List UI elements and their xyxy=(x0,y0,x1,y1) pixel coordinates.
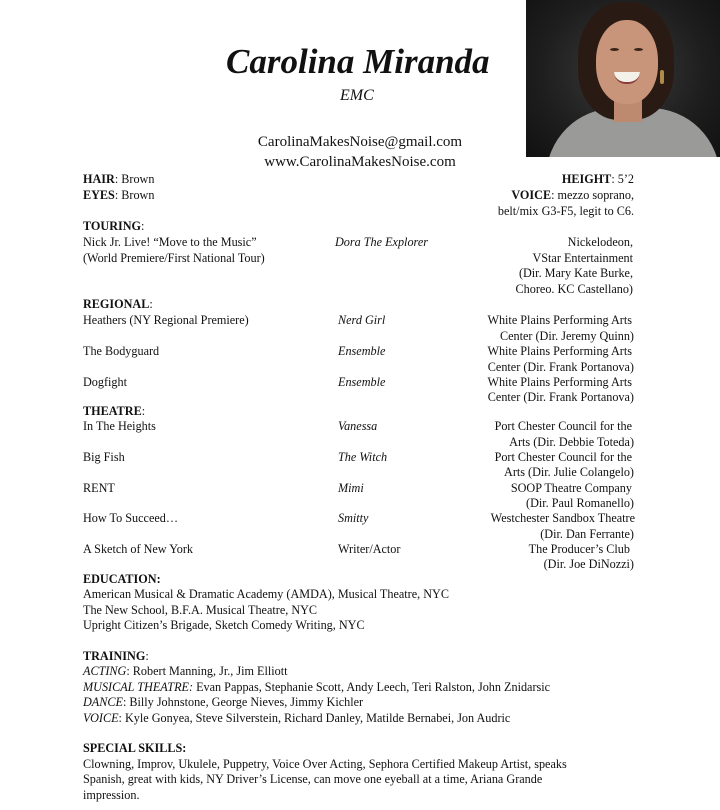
training-label: DANCE xyxy=(83,695,123,709)
training-label: ACTING xyxy=(83,664,127,678)
training-text: Robert Manning, Jr., Jim Elliott xyxy=(132,664,288,678)
photo-eye xyxy=(610,48,619,51)
credit-show: How To Succeed… xyxy=(83,511,179,525)
touring-heading-text: TOURING xyxy=(83,219,142,233)
training-text: Kyle Gonyea, Steve Silverstein, Richard Danley, Matilde Bernabei, Jon Audric xyxy=(124,711,511,725)
voice-range: belt/mix G3-F5, legit to C6. xyxy=(497,204,634,218)
hair-label: HAIR xyxy=(83,172,115,186)
training-sep: : xyxy=(126,664,133,678)
hair-value: : Brown xyxy=(114,172,155,186)
touring-show-note: (World Premiere/First National Tour) xyxy=(83,251,265,265)
credit-venue: Arts (Dir. Julie Colangelo) xyxy=(504,465,634,479)
credit-show: Dogfight xyxy=(83,375,128,389)
credit-venue: Port Chester Council for the xyxy=(494,450,632,464)
credit-venue: White Plains Performing Arts xyxy=(487,375,632,389)
theatre-heading-text: THEATRE xyxy=(83,404,142,418)
voice-value: : mezzo soprano, xyxy=(551,188,634,202)
touring-show: Nick Jr. Live! “Move to the Music” xyxy=(83,235,257,249)
union-affiliation: EMC xyxy=(340,87,374,104)
skills-line: impression. xyxy=(83,788,140,802)
training-line xyxy=(83,664,288,680)
credit-role: Nerd Girl xyxy=(338,313,386,327)
height-value: : 5’2 xyxy=(611,172,634,186)
credit-show: In The Heights xyxy=(83,419,156,433)
credit-venue: (Dir. Dan Ferrante) xyxy=(540,527,634,541)
credit-venue: Center (Dir. Frank Portanova) xyxy=(487,360,634,374)
contact-website[interactable]: www.CarolinaMakesNoise.com xyxy=(264,154,456,170)
credit-venue: White Plains Performing Arts xyxy=(487,344,632,358)
credit-show: Heathers (NY Regional Premiere) xyxy=(83,313,249,327)
skills-heading: SPECIAL SKILLS: xyxy=(83,741,187,755)
credit-show: Big Fish xyxy=(83,450,125,464)
skills-line: Clowning, Improv, Ukulele, Puppetry, Voice Over Acting, Sephora Certified Makeup Artist, speaks xyxy=(83,757,567,771)
eyes-label: EYES xyxy=(83,188,115,202)
training-heading: TRAINING: xyxy=(83,649,149,663)
touring-role: Dora The Explorer xyxy=(335,235,428,249)
training-sep: : xyxy=(118,711,125,725)
training-text: Billy Johnstone, George Nieves, Jimmy Kichler xyxy=(129,695,364,709)
training-sep: : xyxy=(122,695,130,709)
regional-heading-text: REGIONAL xyxy=(83,297,150,311)
credit-venue: Center (Dir. Jeremy Quinn) xyxy=(499,329,634,343)
regional-heading: REGIONAL: xyxy=(83,297,153,311)
credit-role: Ensemble xyxy=(338,375,386,389)
training-label: MUSICAL THEATRE: xyxy=(83,680,194,694)
training-line xyxy=(83,711,510,727)
education-line: American Musical & Dramatic Academy (AMDA), Musical Theatre, NYC xyxy=(83,587,449,601)
touring-venue: Nickelodeon, xyxy=(567,235,633,249)
touring-venue: Choreo. KC Castellano) xyxy=(515,282,633,296)
credit-role: The Witch xyxy=(338,450,388,464)
eyes-value: : Brown xyxy=(114,188,155,202)
credit-role: Mimi xyxy=(338,481,364,495)
photo-face xyxy=(596,20,658,104)
height-label: HEIGHT xyxy=(561,172,612,186)
credit-venue: SOOP Theatre Company xyxy=(510,481,632,495)
credit-show: A Sketch of New York xyxy=(83,542,194,556)
education-heading: EDUCATION: xyxy=(83,572,161,586)
credit-role: Vanessa xyxy=(338,419,378,433)
voice-stat xyxy=(511,188,634,204)
training-line xyxy=(83,695,363,711)
contact-email[interactable]: CarolinaMakesNoise@gmail.com xyxy=(257,134,463,150)
touring-venue: VStar Entertainment xyxy=(532,251,633,265)
hair-stat xyxy=(83,172,154,188)
credit-venue: Arts (Dir. Debbie Toteda) xyxy=(509,435,634,449)
education-line: Upright Citizen’s Brigade, Sketch Comedy Writing, NYC xyxy=(83,618,365,632)
credit-role: Ensemble xyxy=(338,344,386,358)
skills-line: Spanish, great with kids, NY Driver’s License, can move one eyeball at a time, Ariana Grande xyxy=(83,772,543,786)
credit-venue: White Plains Performing Arts xyxy=(487,313,632,327)
training-text: Evan Pappas, Stephanie Scott, Andy Leech, Teri Ralston, John Znidarsic xyxy=(196,680,551,694)
voice-label: VOICE xyxy=(511,188,552,202)
credit-role: Smitty xyxy=(338,511,369,525)
credit-venue: (Dir. Joe DiNozzi) xyxy=(543,557,634,571)
photo-earring xyxy=(660,70,664,84)
eyes-stat xyxy=(83,188,154,204)
height-stat xyxy=(562,172,634,188)
credit-show: The Bodyguard xyxy=(83,344,160,358)
touring-heading: TOURING: xyxy=(83,219,145,233)
education-line: The New School, B.F.A. Musical Theatre, NYC xyxy=(83,603,318,617)
credit-venue: Port Chester Council for the xyxy=(494,419,632,433)
touring-venue: (Dir. Mary Kate Burke, xyxy=(518,266,633,280)
training-label: VOICE xyxy=(83,711,119,725)
photo-eye xyxy=(634,48,643,51)
resume-name: Carolina Miranda xyxy=(226,42,490,81)
credit-venue: The Producer’s Club xyxy=(528,542,630,556)
credit-role: Writer/Actor xyxy=(338,542,401,556)
credit-venue: Center (Dir. Frank Portanova) xyxy=(487,390,634,404)
training-line xyxy=(83,680,550,696)
credit-venue: (Dir. Paul Romanello) xyxy=(526,496,634,510)
training-heading-text: TRAINING xyxy=(83,649,146,663)
credit-venue: Westchester Sandbox Theatre xyxy=(490,511,635,525)
credit-show: RENT xyxy=(83,481,115,495)
theatre-heading: THEATRE: xyxy=(83,404,146,418)
